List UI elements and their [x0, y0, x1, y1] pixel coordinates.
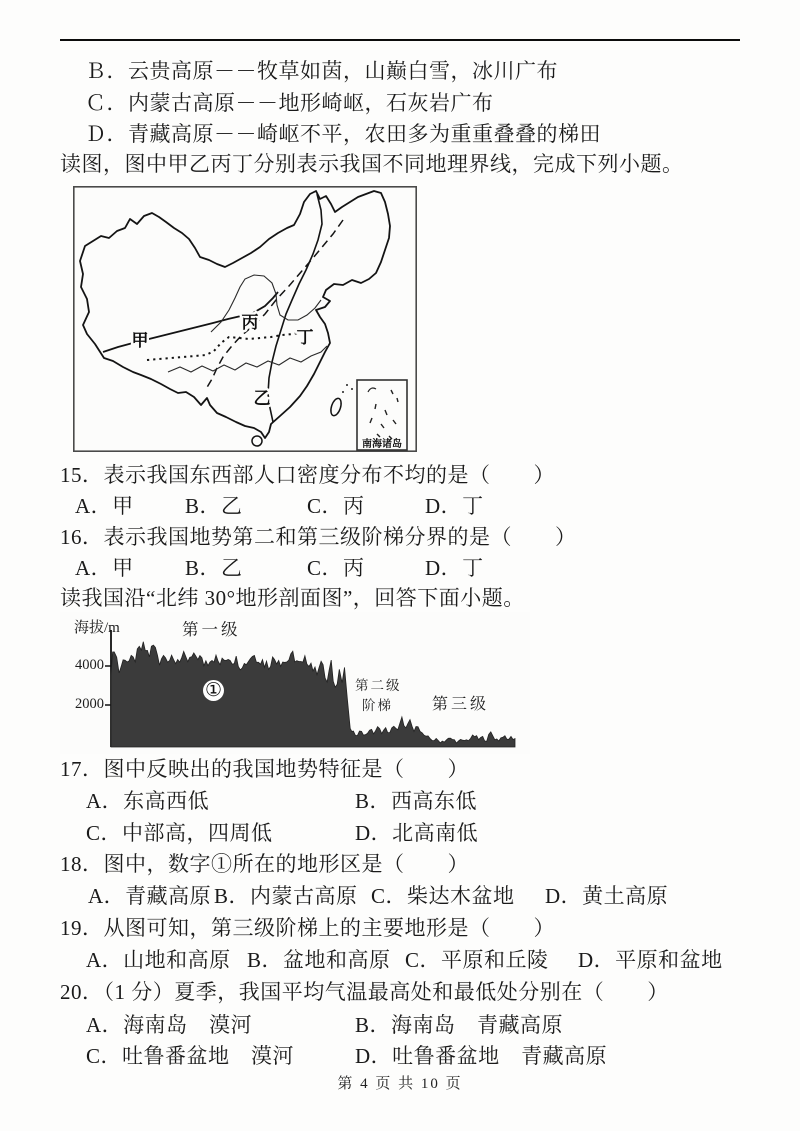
question-20-options-ab [0, 1009, 800, 1041]
question-15-options [0, 490, 800, 522]
q15-option-c: C．丙 [307, 494, 365, 518]
chart-ylabel: 海拔/m [74, 620, 120, 636]
question-20-stem: 20．（1 分）夏季，我国平均气温最高处和最低处分别在（ ） [60, 980, 669, 1004]
q20-option-a: A．海南岛 漠河 [86, 1013, 253, 1037]
q16-option-d: D．丁 [425, 556, 484, 580]
q16-option-c: C．丙 [307, 556, 365, 580]
map-question-intro: 读图，图中甲乙丙丁分别表示我国不同地理界线，完成下列小题。 [60, 152, 684, 176]
q19-option-b: B．盆地和高原 [247, 948, 391, 972]
q15-option-d: D．丁 [425, 494, 484, 518]
chart-tier1-label: 第一级 [182, 620, 241, 639]
q20-option-b: B．海南岛 青藏高原 [355, 1013, 564, 1037]
q17-option-d: D．北高南低 [355, 821, 479, 845]
chart-marker-1: ① [204, 680, 223, 701]
sea-dot [342, 391, 344, 393]
question-16-options [0, 552, 800, 584]
question-15-stem: 15．表示我国东西部人口密度分布不均的是（ ） [60, 463, 555, 487]
china-map-figure [73, 186, 417, 452]
question-18-stem: 18．图中，数字①所在的地形区是（ ） [60, 852, 469, 876]
inset-label: 南海诸岛 [362, 439, 402, 450]
sea-dot [351, 388, 353, 390]
q18-option-c: C．柴达木盆地 [371, 884, 515, 908]
q17-option-a: A．东高西低 [86, 789, 210, 813]
china-map-svg [73, 186, 417, 452]
question-17-stem: 17．图中反映出的我国地势特征是（ ） [60, 757, 469, 781]
chart-ytick-4000: 4000 [75, 657, 104, 673]
question-17-options-ab [0, 785, 800, 817]
map-label-yi: 乙 [253, 389, 271, 408]
terrain-profile-svg [60, 612, 530, 754]
map-label-bing: 丙 [241, 313, 259, 332]
answer-option-b: Ｂ．云贵高原－－牧草如茵，山巅白雪，冰川广布 [85, 59, 558, 83]
q16-option-a: A．甲 [75, 556, 134, 580]
header-rule [60, 39, 740, 41]
page-number: 第 4 页 共 10 页 [337, 1076, 463, 1092]
sea-dot [346, 384, 348, 386]
q16-option-b: B．乙 [185, 556, 243, 580]
chart-tier3-label: 第三级 [432, 696, 490, 713]
profile-question-intro: 读我国沿“北纬 30°地形剖面图”，回答下面小题。 [60, 586, 525, 610]
question-19-options [0, 944, 800, 976]
answer-option-c: Ｃ．内蒙古高原－－地形崎岖，石灰岩广布 [85, 91, 494, 115]
q19-option-c: C．平原和丘陵 [405, 948, 549, 972]
q18-option-d: D．黄土高原 [545, 884, 669, 908]
question-16-stem: 16．表示我国地势第二和第三级阶梯分界的是（ ） [60, 525, 577, 549]
q17-option-c: C．中部高，四周低 [86, 821, 273, 845]
chart-tier2-label-line2: 阶梯 [362, 698, 393, 713]
terrain-profile-figure [60, 612, 530, 754]
q17-option-b: B．西高东低 [355, 789, 478, 813]
q19-option-d: D．平原和盆地 [578, 948, 723, 972]
q19-option-a: A．山地和高原 [86, 948, 231, 972]
question-17-options-cd [0, 817, 800, 849]
q20-option-d: D．吐鲁番盆地 青藏高原 [355, 1044, 608, 1068]
south-china-sea-inset [357, 380, 407, 450]
chart-ytick-2000: 2000 [75, 696, 104, 712]
map-label-ding: 丁 [296, 328, 314, 347]
q20-option-c: C．吐鲁番盆地 漠河 [86, 1044, 295, 1068]
chart-tier2-label-line1: 第二级 [355, 678, 402, 693]
question-19-stem: 19．从图可知，第三级阶梯上的主要地形是（ ） [60, 916, 555, 940]
q18-option-a: A．青藏高原 [88, 884, 212, 908]
question-18-options [0, 880, 800, 912]
q18-option-b: B．内蒙古高原 [214, 884, 358, 908]
map-label-jia: 甲 [131, 331, 149, 350]
q15-option-a: A．甲 [75, 494, 134, 518]
q15-option-b: B．乙 [185, 494, 243, 518]
answer-option-d: Ｄ．青藏高原－－崎岖不平，农田多为重重叠叠的梯田 [85, 122, 601, 146]
question-20-options-cd [0, 1040, 800, 1072]
